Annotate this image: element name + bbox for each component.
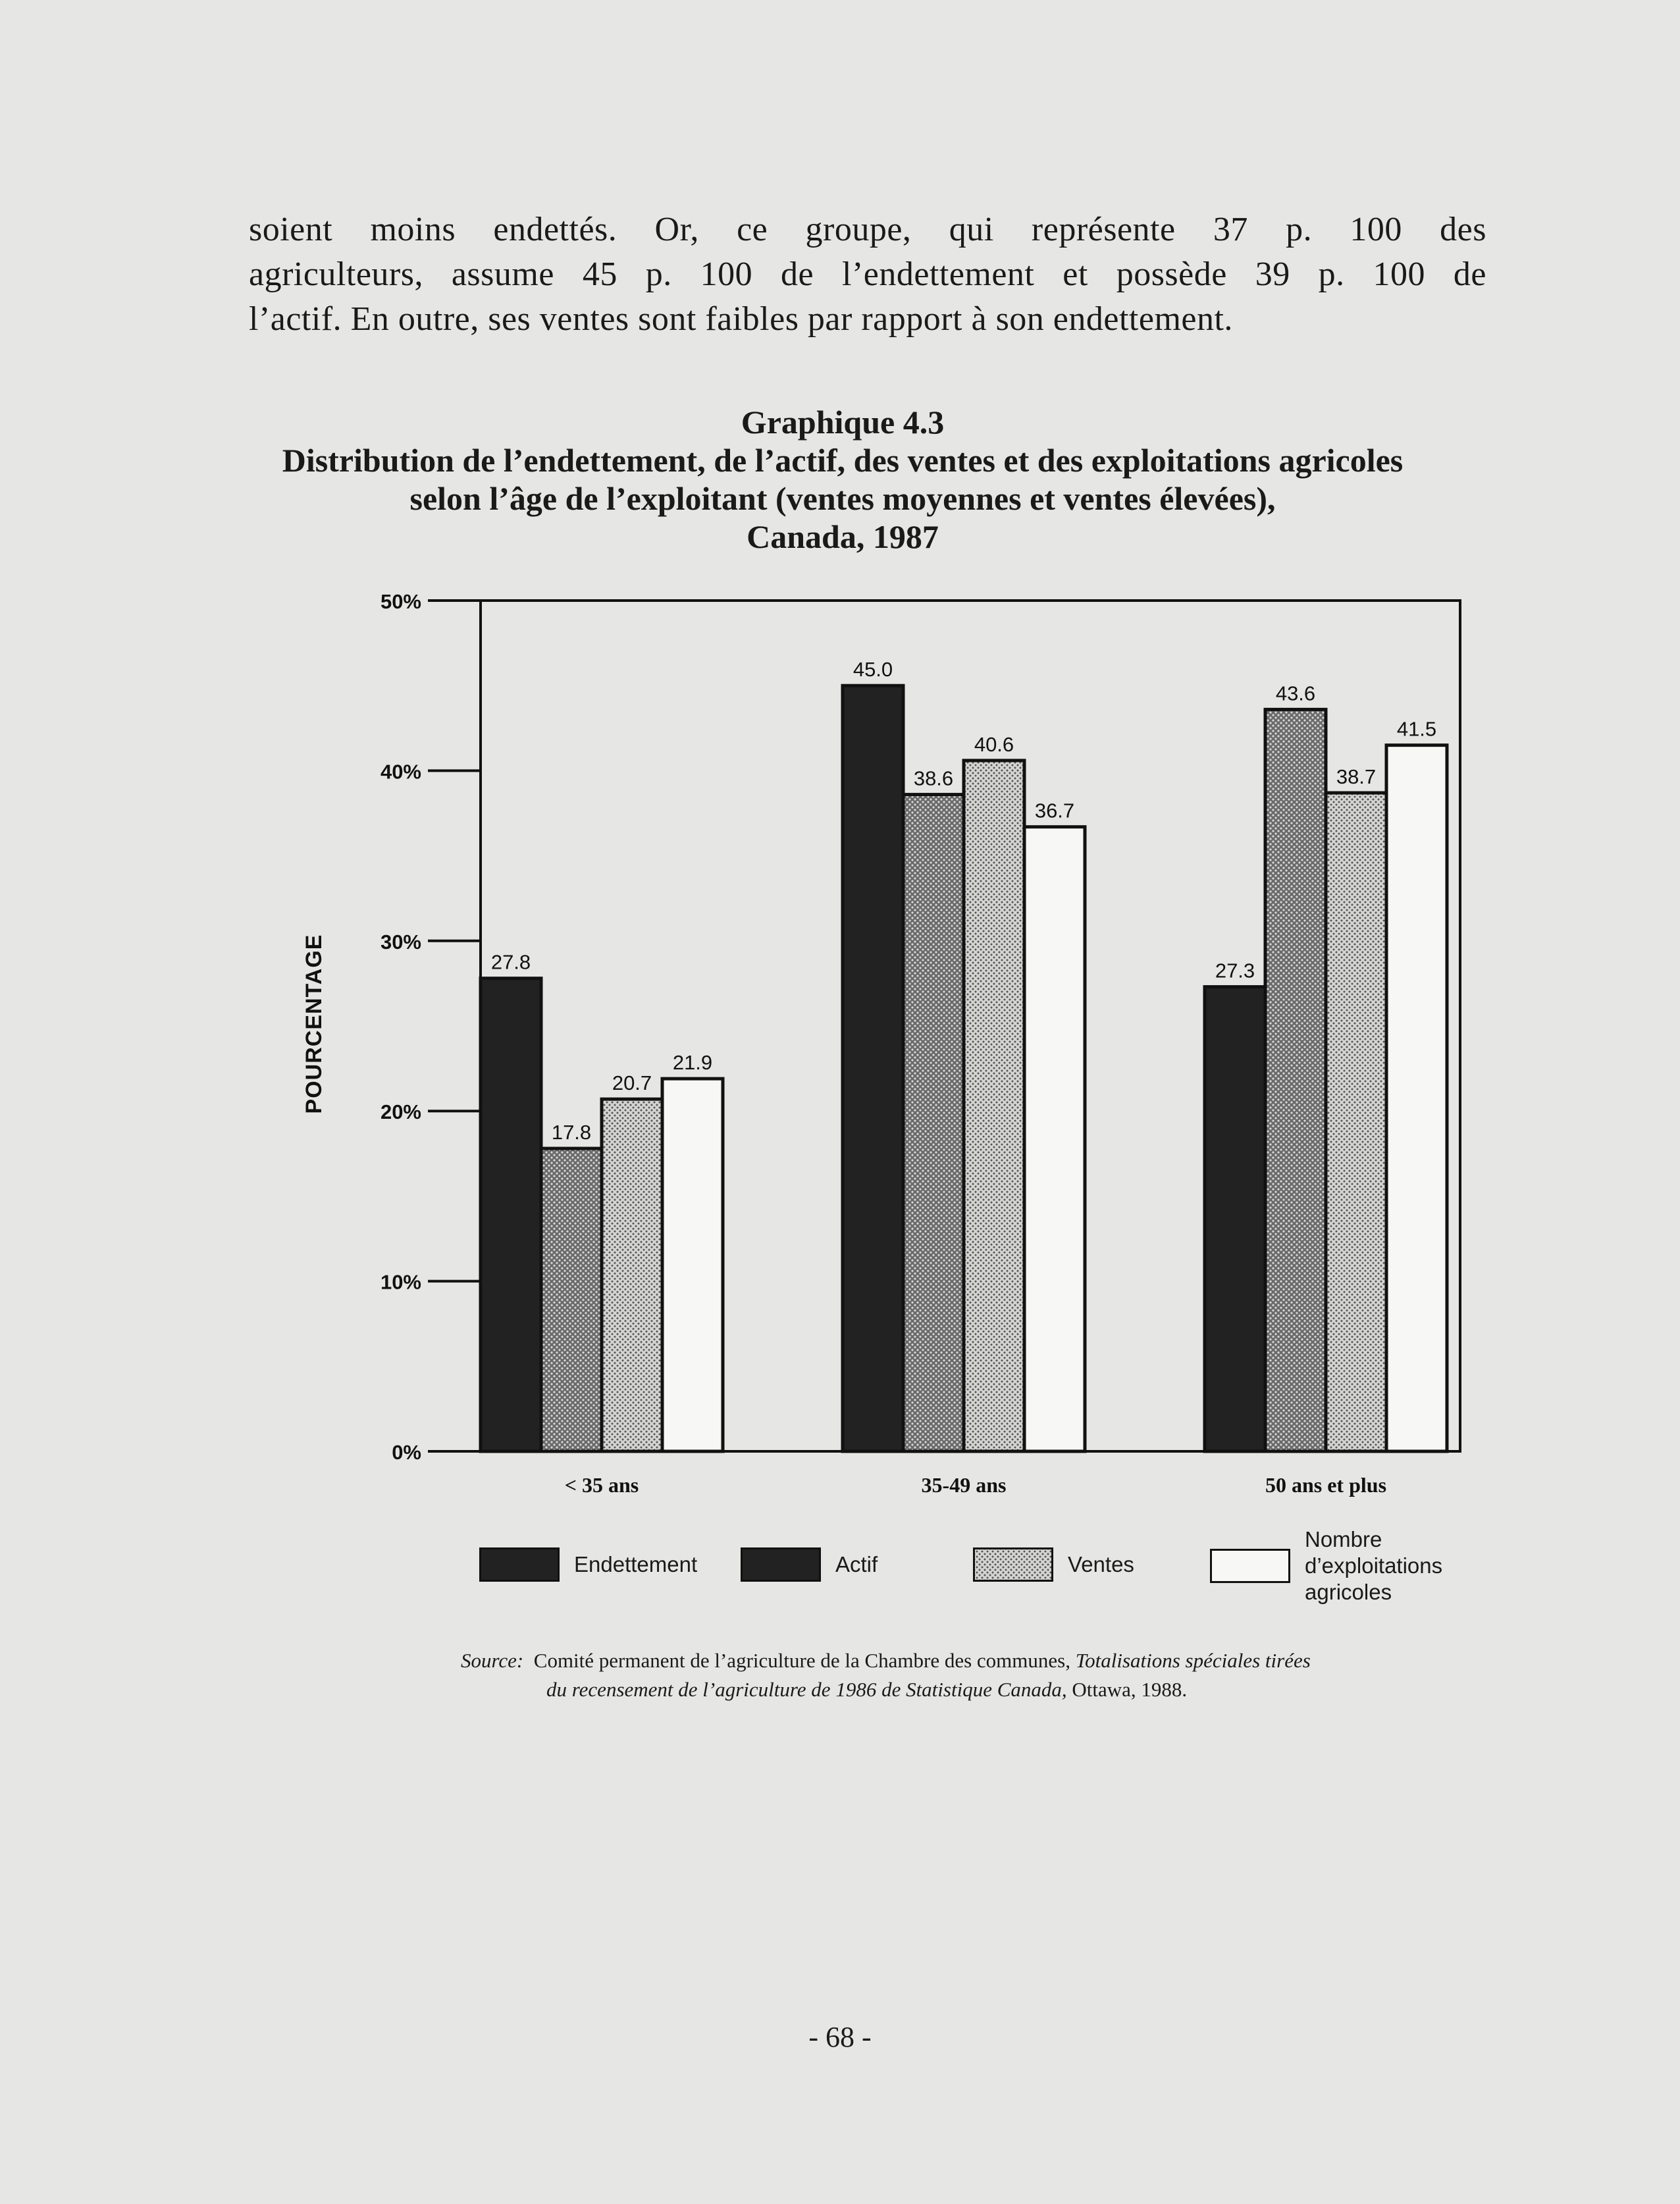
bar (481, 979, 541, 1451)
intro-line: soient moins endettés. Or, ce groupe, qui représente 37 p. 100 des (249, 211, 1486, 248)
x-category-label: 35-49 ans (921, 1473, 1007, 1497)
data-label: 27.3 (1215, 959, 1255, 982)
y-tick-label: 40% (380, 760, 421, 784)
y-tick-label: 30% (380, 930, 421, 954)
y-tick-label: 0% (392, 1441, 421, 1464)
bar (1386, 745, 1447, 1451)
data-label: 27.8 (490, 950, 531, 974)
source-label: Source: (461, 1649, 524, 1672)
legend-item-nombre (1210, 1526, 1476, 1605)
source-text: Comité permanent de l’agriculture de la Chambre des communes, (533, 1649, 1070, 1672)
legend-label: Actif (835, 1552, 878, 1576)
data-label: 36.7 (1034, 799, 1075, 822)
data-label: 38.7 (1336, 765, 1377, 788)
data-label: 21.9 (672, 1051, 713, 1075)
data-label: 40.6 (974, 732, 1014, 756)
bar (662, 1079, 723, 1451)
legend-item-ventes (973, 1547, 1134, 1582)
y-tick-label: 10% (380, 1270, 421, 1294)
data-label: 17.8 (551, 1121, 592, 1144)
source-note (461, 1646, 1488, 1704)
y-axis-label: POURCENTAGE (302, 934, 327, 1114)
data-label: 38.6 (913, 766, 954, 790)
y-tick-label: 50% (380, 590, 421, 613)
intro-line: l’actif. En outre, ses ventes sont faibles par rapport à son endettement. (249, 300, 1233, 338)
legend-label: Endettement (574, 1552, 698, 1576)
bar (1205, 987, 1265, 1451)
bar (602, 1099, 662, 1451)
source-text: Ottawa, 1988. (1072, 1678, 1188, 1701)
y-tick-label: 20% (380, 1100, 421, 1124)
chart-title-line: Canada, 1987 (747, 518, 939, 555)
legend-label: Ventes (1068, 1552, 1134, 1576)
source-title: Totalisations spéciales tirées (1075, 1649, 1311, 1672)
data-label: 20.7 (612, 1071, 652, 1095)
x-category-label: 50 ans et plus (1265, 1473, 1387, 1497)
chart-legend (0, 1526, 1680, 1605)
data-label: 45.0 (853, 658, 893, 682)
bar (1265, 709, 1326, 1451)
bar (541, 1148, 602, 1451)
chart-title-line: Distribution de l’endettement, de l’actif, des ventes et des exploitations agricoles (282, 442, 1404, 479)
legend-swatch (479, 1547, 560, 1582)
legend-label-line: d’exploitations (1305, 1553, 1443, 1578)
page-number: - 68 - (808, 2021, 872, 2053)
x-category-label: < 35 ans (564, 1473, 639, 1497)
legend-label (1305, 1526, 1476, 1605)
legend-label-line: Nombre (1305, 1527, 1382, 1551)
data-label: 43.6 (1275, 682, 1316, 705)
legend-swatch (741, 1547, 821, 1582)
legend-label-line: agricoles (1305, 1580, 1392, 1604)
data-label: 41.5 (1396, 717, 1437, 741)
bar (903, 795, 964, 1451)
legend-swatch (973, 1547, 1053, 1582)
legend-swatch (1210, 1549, 1290, 1583)
bar (1326, 793, 1386, 1451)
chart-title-line: selon l’âge de l’exploitant (ventes moyennes et ventes élevées), (409, 480, 1276, 517)
chart-number: Graphique 4.3 (741, 404, 945, 441)
source-title: du recensement de l’agriculture de 1986 de Statistique Canada, (546, 1678, 1067, 1701)
intro-line: agriculteurs, assume 45 p. 100 de l’endettement et possède 39 p. 100 de (249, 255, 1486, 293)
bar (964, 761, 1024, 1451)
bar (1024, 827, 1085, 1451)
legend-item-endettement (479, 1547, 697, 1582)
bar (843, 685, 903, 1451)
legend-item-actif (741, 1547, 878, 1582)
